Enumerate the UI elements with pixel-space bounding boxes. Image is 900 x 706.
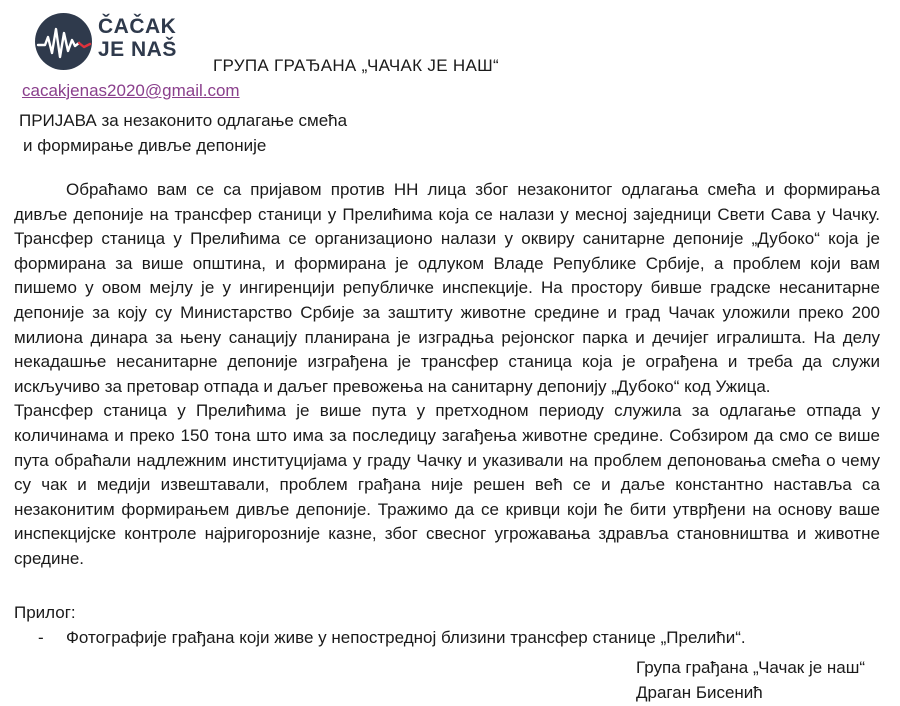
subject-keyword: ПРИЈАВА [19,111,97,130]
logo-emblem [35,13,92,70]
attachment-label: Прилог: [14,603,76,622]
letter-body [14,178,880,572]
email-link[interactable]: cacakjenas2020@gmail.com [22,81,240,100]
list-dash: - [38,628,44,647]
subject-line2: и формирање дивље депоније [23,136,267,155]
soundwave-icon [35,13,92,70]
logo-wordmark [98,15,177,61]
logo [32,11,192,71]
signature [636,655,865,705]
logo-line1: ČAČAK [98,15,177,38]
logo-line2: JE NAŠ [98,38,177,61]
group-title: ГРУПА ГРАЂАНА „ЧАЧАК ЈЕ НАШ“ [213,56,499,75]
subject-line1: за незаконито одлагање смећа [96,111,348,130]
attachment-text: Фотографије грађана који живе у непостредној близини трансфер станице „Прелићи“. [66,628,746,647]
paragraph-1: Обраћамо вам се са пријавом против НН лица због незаконитог одлагања смећа и формирања дивље депоније на трансфер станици у Прелићима која се налази у месној заједници Свети Сава у Чачку. Трансфер станица у Прелићима се организационо налази у оквиру санитарне депоније „Дубоко“ која је формирана за више општина, и формирана је одлуком Владе Републике Србије, а проблем који вам пишемо у овом мејлу је у ингиренцији републичке инспекције. На простору бивше градске несанитарне депоније за коју су Министарство Србије за заштиту животне средине и град Чачак уложили преко 200 милиона динара за њену санацију планирана је изградња рејонског парка и дечијег игралишта. На делу некадашње несанитарне депоније изграђена је трансфер станица која је ограђена и треба да служи искључиво за претовар отпада и даљег превожења на санитарну депонију „Дубоко“ код Ужица. [14,180,880,396]
paragraph-2: Трансфер станица у Прелићима је више пута у претходном периоду служила за одлагање отпада у количинама и преко 150 тона што има за последицу загађења животне средине. Собзиром да смо се више пута обраћали надлежним институцијама у граду Чачку и указивали на проблем депоновања смећа о чему су чак и медији извештавали, проблем грађана није решен већ се и даље константно наставља са незаконитим формирањем дивље депоније. Тражимо да се кривци који ће бити утврђени на основу ваше инспекцијске контроле најригорозније казне, због свесног угрожавања здравља становништва и животне средине. [14,401,880,568]
attachment-item [38,628,746,648]
subject [19,108,347,158]
signature-group: Група грађана „Чачак је наш“ [636,658,866,677]
signature-name: Драган Бисенић [636,683,763,702]
